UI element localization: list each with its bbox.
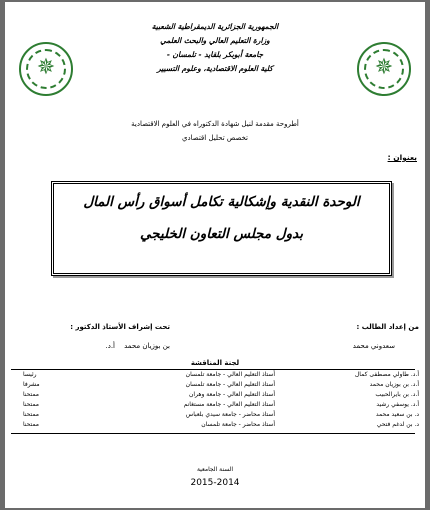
academic-year-label: السنة الجامعية <box>196 466 234 473</box>
university-logo-right <box>357 42 411 96</box>
member-name: أ.د. بن بوزيان محمد <box>369 381 419 388</box>
student-label: من إعداد الطالب : <box>356 323 419 331</box>
member-position: أستاذ التعليم العالي - جامعة مستغانم <box>183 401 275 408</box>
academic-year: 2015-2014 <box>190 478 240 488</box>
student-name: سعدوني محمد <box>352 342 395 350</box>
committee-heading: لجنة المناقشة <box>190 359 240 367</box>
thesis-title-line2: بدول مجلس التعاون الخليجي <box>140 226 303 242</box>
document-page <box>5 2 425 508</box>
member-position: أستاذ التعليم العالي - جامعة تلمسان <box>185 381 275 388</box>
member-role: رئيسا <box>23 371 37 378</box>
thesis-purpose: أطروحة مقدمة لنيل شهادة الدكتوراه في العلوم الاقتصادية <box>131 120 299 128</box>
supervisor-title: أ.د. <box>105 342 115 350</box>
member-name: أ.د. بن بايرالحبيب <box>375 391 419 398</box>
faculty-line: كلية العلوم الاقتصادية، وعلوم التسيير <box>157 64 273 73</box>
member-name: د. بن لدغم فتحي <box>376 421 419 428</box>
member-name: د. بن سعيد محمد <box>375 411 419 418</box>
member-role: مشرفا <box>23 381 40 388</box>
star-icon: ✵ <box>374 55 394 80</box>
ministry-line: وزارة التعليم العالي والبحث العلمي <box>160 36 270 45</box>
supervisor-name: بن بوزيان محمد <box>124 342 170 350</box>
university-line: جامعة أبوبكر بلقايد - تلمسان - <box>166 50 264 59</box>
supervisor-label: تحت إشراف الأستاذ الدكتور : <box>70 323 170 331</box>
thesis-title-box <box>51 181 392 276</box>
thesis-title-line1: الوحدة النقدية وإشكالية تكامل أسواق رأس المال <box>83 194 360 210</box>
member-position: أستاذ التعليم العالي - جامعة تلمسان <box>185 371 275 378</box>
republic-line: الجمهورية الجزائرية الديمقراطية الشعبية <box>151 22 279 31</box>
title-label: بعنوان : <box>387 153 417 162</box>
member-name: أ.د. يوسفي رشيد <box>376 401 419 408</box>
member-role: ممتحنا <box>23 401 40 408</box>
member-role: ممتحنا <box>23 421 40 428</box>
thesis-specialty: تخصص تحليل اقتصادي <box>182 134 248 142</box>
member-role: ممتحنا <box>23 411 40 418</box>
member-name: أ.د. طاولي مصطفى كمال <box>354 371 419 378</box>
star-icon: ✵ <box>36 55 56 80</box>
member-role: ممتحنا <box>23 391 40 398</box>
member-position: أستاذ محاضر - جامعة تلمسان <box>201 421 275 428</box>
university-logo-left <box>19 42 73 96</box>
member-position: أستاذ محاضر - جامعة سيدي بلعباس <box>185 411 275 418</box>
divider <box>11 433 415 434</box>
member-position: أستاذ التعليم العالي - جامعة وهران <box>188 391 275 398</box>
divider <box>11 369 415 370</box>
